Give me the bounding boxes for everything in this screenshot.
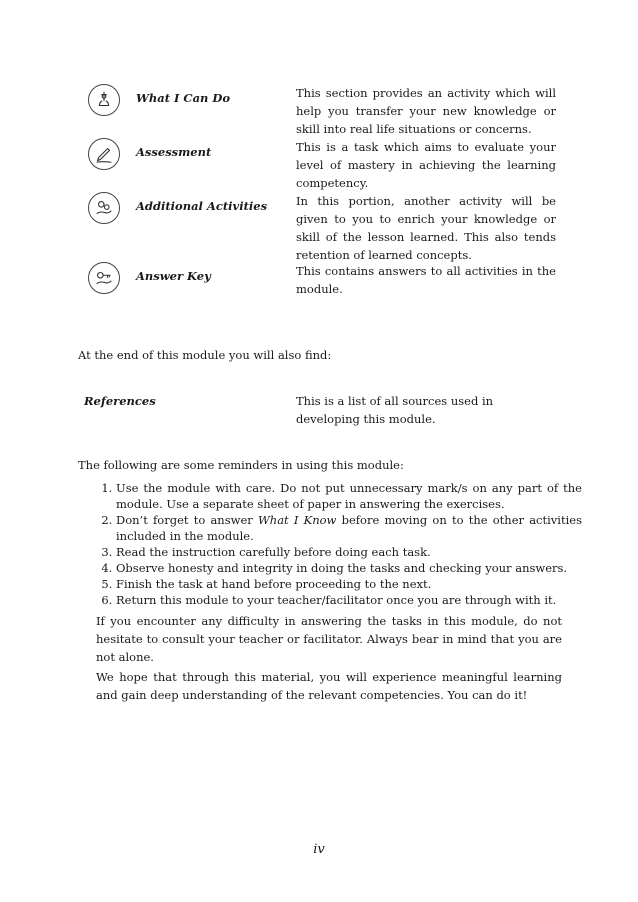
reminders-list: [96, 480, 582, 608]
section-title: Answer Key: [136, 269, 211, 283]
section-title: What I Can Do: [136, 91, 231, 105]
closing-paragraph: We hope that through this material, you will experience meaningful learning and gain deep understanding of the relevant competencies. You can do it!: [96, 670, 562, 702]
list-item: 1. Use the module with care. Do not put unnecessary mark/s on any part of the module. Use a separate sheet of paper in answering the exercises.: [116, 480, 582, 512]
section-description: This is a task which aims to evaluate your level of mastery in achieving the learning competency.: [296, 140, 556, 190]
section-title: Additional Activities: [136, 199, 268, 213]
list-item: 4. Observe honesty and integrity in doing the tasks and checking your answers.: [116, 560, 582, 576]
list-item: 3. Read the instruction carefully before doing each task.: [116, 544, 582, 560]
pencil-on-hand-icon: [88, 138, 120, 170]
section-description: This contains answers to all activities in the module.: [296, 264, 556, 296]
key-on-hand-icon: [88, 262, 120, 294]
list-item-text: before moving on to the other activities included in the module.: [116, 513, 582, 543]
references-title: References: [84, 394, 156, 408]
references-description: This is a list of all sources used in developing this module.: [296, 394, 494, 426]
end-intro: At the end of this module you will also find:: [78, 348, 332, 362]
page-number: iv: [313, 842, 325, 857]
list-item: [116, 512, 582, 544]
list-item-text: Don’t forget to answer: [116, 513, 258, 527]
closing-paragraph: If you encounter any difficulty in answering the tasks in this module, do not hesitate to consult your teacher or facilitator. Always bear in mind that you are not alone.: [96, 614, 562, 664]
section-description: In this portion, another activity will be given to you to enrich your knowledge or skill of the lesson learned. This also tends retention of learned concepts.: [296, 194, 556, 262]
list-item: 6. Return this module to your teacher/facilitator once you are through with it.: [116, 592, 582, 608]
list-item: 5. Finish the task at hand before proceeding to the next.: [116, 576, 582, 592]
list-item-emphasis: What I Know: [257, 513, 337, 527]
hand-with-gear-icon: [88, 84, 120, 116]
section-description: This section provides an activity which will help you transfer your new knowledge or skill into real life situations or concerns.: [296, 86, 556, 136]
reminders-intro: The following are some reminders in using this module:: [78, 458, 404, 472]
gears-on-hand-icon: [88, 192, 120, 224]
section-title: Assessment: [136, 145, 212, 159]
